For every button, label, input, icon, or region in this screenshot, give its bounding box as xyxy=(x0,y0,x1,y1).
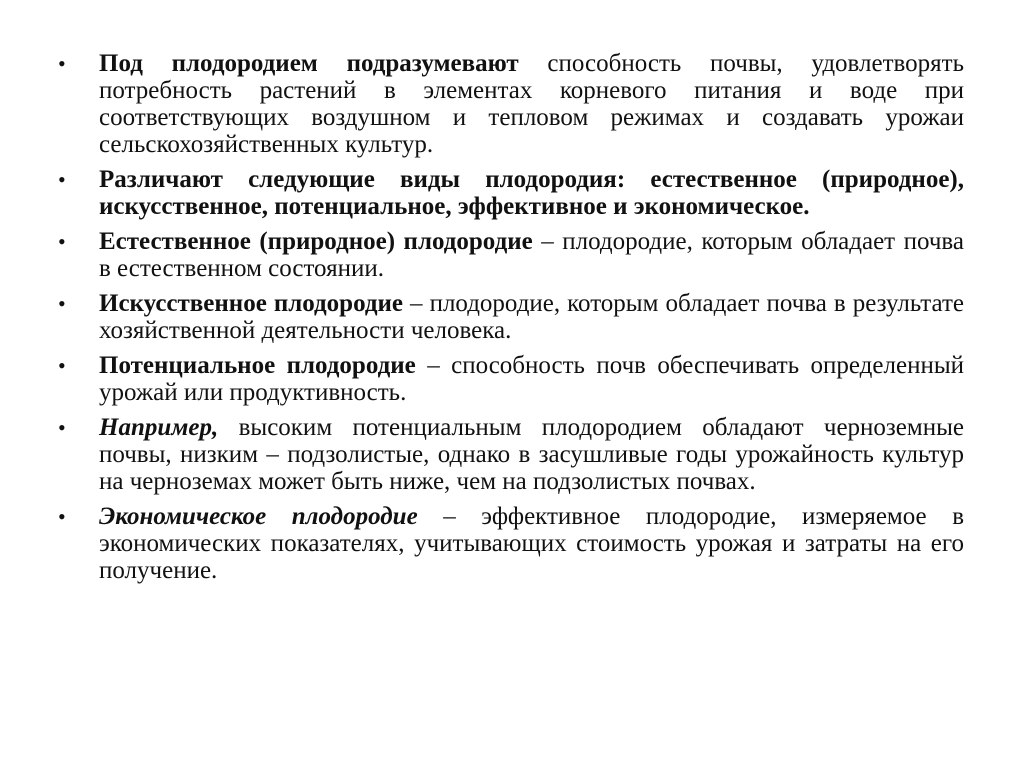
bullet-term: Экономическое плодородие xyxy=(99,503,418,530)
bullet-text: – плодородие, которым обладает почва в результате хозяйственной деятельности человека. xyxy=(99,290,964,344)
bullet-term: Искусственное плодородие xyxy=(99,290,404,317)
bullet-economic-fertility xyxy=(58,503,964,584)
bullet-term: Естественное (природное) плодородие xyxy=(99,228,533,255)
bullet-text: – способность почв обеспечивать определенный урожай или продуктивность. xyxy=(99,352,964,406)
bullet-text: способность почвы, удовлетворять потребность растений в элементах корневого питания и воде при соответствующих воздушном и тепловом режимах и создавать урожаи сельскохозяйственных культур. xyxy=(99,50,964,158)
bullet-text: – эффективное плодородие, измеряемое в экономических показателях, учитывающих стоимость урожая и затраты на его получение. xyxy=(99,503,964,584)
bullet-term: Под плодородием подразумевают xyxy=(99,50,519,77)
bullet-potential-fertility xyxy=(58,352,964,406)
bullet-artificial-fertility xyxy=(58,290,964,344)
bullet-natural-fertility xyxy=(58,228,964,282)
bullet-fertility-definition xyxy=(58,50,964,158)
bullet-term: Например, xyxy=(99,414,219,441)
bullet-text: – плодородие, которым обладает почва в естественном состоянии. xyxy=(99,228,964,282)
bullet-fertility-types xyxy=(58,166,964,220)
bullet-text: высоким потенциальным плодородием обладают черноземные почвы, низким – подзолистые, однако в засушливые годы урожайность культур на черноземах может быть ниже, чем на подзолистых почвах. xyxy=(99,414,964,495)
bullet-example xyxy=(58,414,964,495)
bullet-list xyxy=(58,50,964,592)
bullet-term: Различают следующие виды плодородия: естественное (природное), искусственное, потенциальное, эффективное и экономическое. xyxy=(99,166,964,220)
bullet-term: Потенциальное плодородие xyxy=(99,352,416,379)
